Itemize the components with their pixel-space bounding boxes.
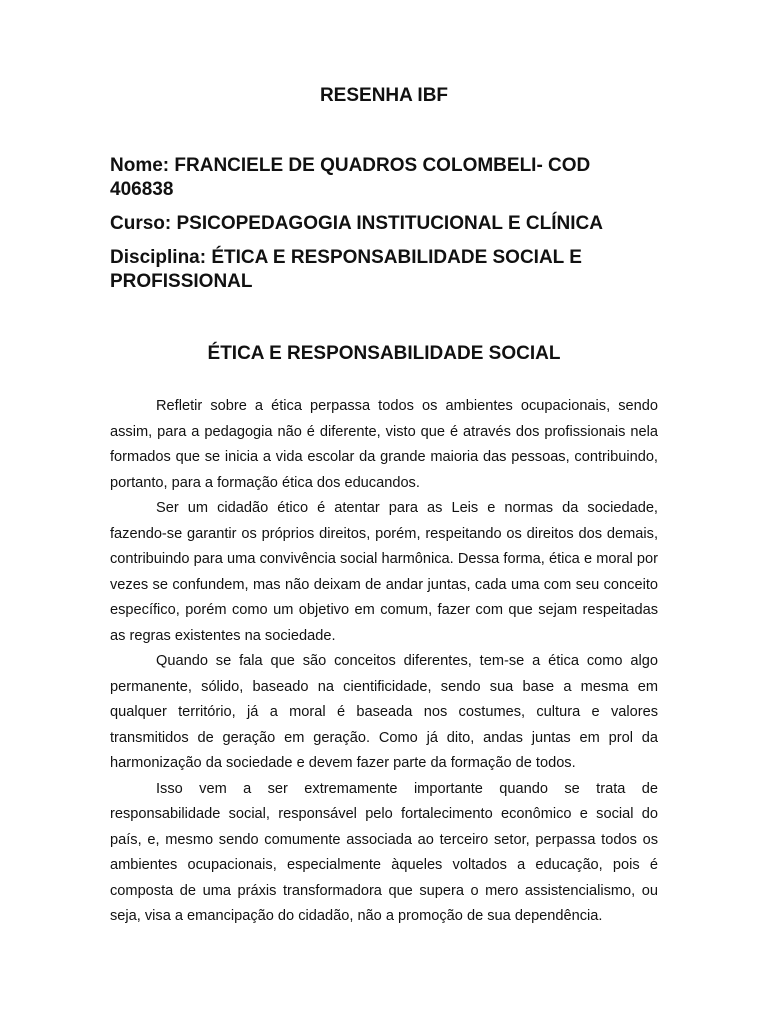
document-page — [110, 84, 658, 930]
student-name-line: Nome: FRANCIELE DE QUADROS COLOMBELI- COD 406838 — [110, 155, 591, 200]
body-paragraph-2: Ser um cidadão ético é atentar para as Leis e normas da sociedade, fazendo-se garantir os próprios direitos, porém, respeitando os direitos dos demais, contribuindo para uma convivência social harmônica. Dessa forma, ética e moral por vezes se confundem, mas não deixam de andar juntas, cada uma com seu conceito específico, porém como um objetivo em comum, fazer com que sejam respeitadas as regras existentes na sociedade. — [110, 500, 658, 644]
body-paragraph-4: Isso vem a ser extremamente importante quando se trata de responsabilidade social, responsável pelo fortalecimento econômico e social do país, e, mesmo sendo comumente associada ao terceiro setor, perpassa todos os ambientes ocupacionais, especialmente àqueles voltados a educação, pois é composta de uma práxis transformadora que supera o mero assistencialismo, ou seja, visa a emancipação do cidadão, não a promoção de sua dependência. — [110, 780, 658, 924]
body-paragraph-1: Refletir sobre a ética perpassa todos os ambientes ocupacionais, sendo assim, para a pedagogia não é diferente, visto que é através dos profissionais nela formados que se inicia a vida escolar da grande maioria das pessoas, contribuindo, portanto, para a formação ética dos educandos. — [110, 398, 658, 491]
discipline-line: Disciplina: ÉTICA E RESPONSABILIDADE SOCIAL E PROFISSIONAL — [110, 247, 582, 292]
section-title: ÉTICA E RESPONSABILIDADE SOCIAL — [207, 343, 561, 364]
course-line: Curso: PSICOPEDAGOGIA INSTITUCIONAL E CLÍNICA — [110, 213, 603, 234]
body-paragraph-3: Quando se fala que são conceitos diferentes, tem-se a ética como algo permanente, sólido, baseado na cientificidade, sendo sua base a mesma em qualquer território, já a moral é baseada nos costumes, cultura e valores transmitidos de geração em geração. Como já dito, andas juntas em prol da harmonização da sociedade e devem fazer parte da formação de todos. — [110, 653, 658, 771]
document-title: RESENHA IBF — [319, 85, 449, 106]
